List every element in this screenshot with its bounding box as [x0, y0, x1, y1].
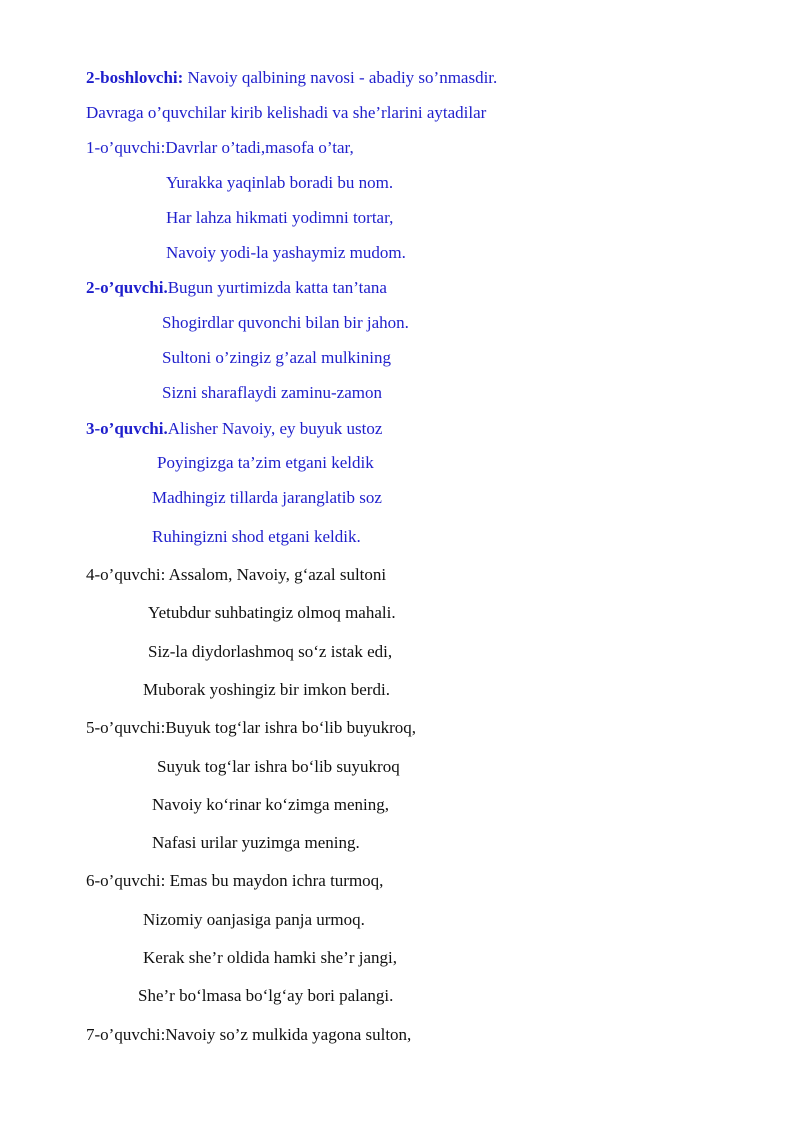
verse-line: Sultoni o’zingiz g’azal mulkining	[162, 348, 391, 367]
verse-line: Nizomiy oanjasiga panja urmoq.	[143, 910, 365, 929]
verse-line: Muborak yoshingiz bir imkon berdi.	[143, 680, 390, 699]
speaker-line	[86, 418, 382, 440]
verse-line: She’r bo‘lmasa bo‘lg‘ay bori palangi.	[138, 986, 394, 1005]
verse-line: 4-o’quvchi: Assalom, Navoiy, g‘azal sultoni	[86, 565, 387, 584]
stage-direction: Davraga o’quvchilar kirib kelishadi va she’rlarini aytadilar	[86, 103, 487, 122]
verse-line: Siz-la diydorlashmoq so‘z istak edi,	[148, 642, 393, 661]
speaker-line	[86, 67, 497, 89]
verse-line: Ruhingizni shod etgani keldik.	[152, 527, 361, 546]
verse-line: Nafasi urilar yuzimga mening.	[152, 833, 360, 852]
verse-line: Madhingiz tillarda jaranglatib soz	[152, 488, 382, 507]
speaker-label: 3-o’quvchi.	[86, 419, 168, 438]
verse-line: Yetubdur suhbatingiz olmoq mahali.	[148, 603, 396, 622]
verse-line: Navoiy yodi-la yashaymiz mudom.	[166, 243, 406, 262]
verse-line: Navoiy ko‘rinar ko‘zimga mening,	[152, 795, 389, 814]
verse-line: 6-o’quvchi: Emas bu maydon ichra turmoq,	[86, 871, 384, 890]
speaker-label: 2-o’quvchi.	[86, 278, 168, 297]
verse-line: Har lahza hikmati yodimni tortar,	[166, 208, 394, 227]
speaker-label: 2-boshlovchi:	[86, 68, 184, 87]
verse-line: Suyuk tog‘lar ishra bo‘lib suyukroq	[157, 757, 400, 776]
verse-line: 1-o’quvchi:Davrlar o’tadi,masofa o’tar,	[86, 138, 354, 157]
verse-line: Sizni sharaflaydi zaminu-zamon	[162, 383, 382, 402]
verse-line: 5-o’quvchi:Buyuk tog‘lar ishra bo‘lib buyukroq,	[86, 718, 417, 737]
verse-line: Poyingizga ta’zim etgani keldik	[157, 453, 374, 472]
verse-line: Yurakka yaqinlab boradi bu nom.	[166, 173, 394, 192]
verse-line: 7-o’quvchi:Navoiy so’z mulkida yagona sulton,	[86, 1025, 412, 1044]
verse-line: Kerak she’r oldida hamki she’r jangi,	[143, 948, 397, 967]
verse-line: Shogirdlar quvonchi bilan bir jahon.	[162, 313, 409, 332]
line-text: Alisher Navoiy, ey buyuk ustoz	[167, 419, 383, 438]
speaker-line	[86, 277, 387, 299]
line-text: Bugun yurtimizda katta tan’tana	[167, 278, 387, 297]
line-text: Navoiy qalbining navosi - abadiy so’nmasdir.	[183, 68, 498, 87]
